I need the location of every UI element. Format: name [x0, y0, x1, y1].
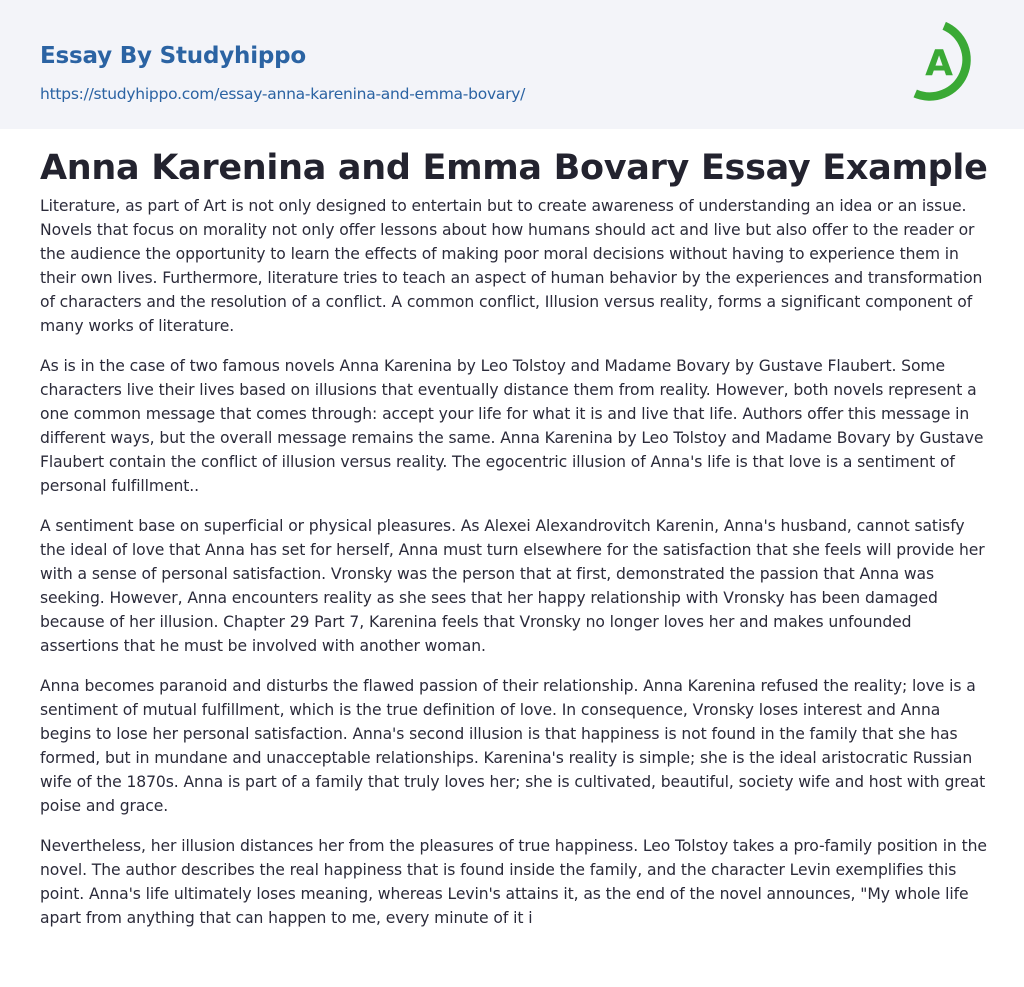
site-header: [0, 0, 1024, 129]
studyhippo-logo-icon[interactable]: [911, 19, 987, 105]
essay-paragraph: Anna becomes paranoid and disturbs the flawed passion of their relationship. Anna Karenina refused the reality; love is a sentiment of mutual fulfillment, which is the true definition of love. In consequence, Vronsky loses interest and Anna begins to lose her personal satisfaction. Anna's second illusion is that happiness is not found in the family that she has formed, but in mundane and unacceptable relationships. Karenina's reality is simple; she is the ideal aristocratic Russian wife of the 1870s. Anna is part of a family that truly loves her; she is cultivated, beautiful, society wife and host with great poise and grace.: [40, 677, 986, 815]
essay-paragraph: As is in the case of two famous novels Anna Karenina by Leo Tolstoy and Madame Bovary by Gustave Flaubert. Some characters live their lives based on illusions that eventually distance them from reality. However, both novels represent a one common message that comes through: accept your life for what it is and live that life. Authors offer this message in different ways, but the overall message remains the same. Anna Karenina by Leo Tolstoy and Madame Bovary by Gustave Flaubert contain the conflict of illusion versus reality. The egocentric illusion of Anna's life is that love is a sentiment of personal fulfillment..: [40, 357, 984, 495]
essay-paragraph: A sentiment base on superficial or physical pleasures. As Alexei Alexandrovitch Karenin, Anna's husband, cannot satisfy the ideal of love that Anna has set for herself, Anna must turn elsewhere for the satisfaction that she feels will provide her with a sense of personal satisfaction. Vronsky was the person that at first, demonstrated the passion that Anna was seeking. However, Anna encounters reality as she sees that her happy relationship with Vronsky has been damaged because of her illusion. Chapter 29 Part 7, Karenina feels that Vronsky no longer loves her and makes unfounded assertions that he must be involved with another woman.: [40, 517, 985, 655]
site-brand[interactable]: Essay By Studyhippo: [40, 43, 307, 69]
essay-paragraph: Nevertheless, her illusion distances her from the pleasures of true happiness. Leo Tolstoy takes a pro-family position in the novel. The author describes the real happiness that is found inside the family, and the character Levin exemplifies this point. Anna's life ultimately loses meaning, whereas Levin's attains it, as the end of the novel announces, "My whole life apart from anything that can happen to me, every minute of it i: [40, 837, 987, 927]
essay-paragraph: Literature, as part of Art is not only designed to entertain but to create awareness of understanding an idea or an issue. Novels that focus on morality not only offer lessons about how humans should act and live but also offer to the reader or the audience the opportunity to learn the effects of making poor moral decisions without having to experience them in their own lives. Furthermore, literature tries to teach an aspect of human behavior by the experiences and transformation of characters and the resolution of a conflict. A common conflict, Illusion versus reality, forms a significant component of many works of literature.: [40, 197, 983, 335]
logo-letter: A: [925, 43, 953, 84]
essay-body: [40, 194, 988, 946]
page-url-link[interactable]: https://studyhippo.com/essay-anna-karenina-and-emma-bovary/: [40, 85, 526, 103]
page-title: Anna Karenina and Emma Bovary Essay Example: [40, 148, 988, 188]
